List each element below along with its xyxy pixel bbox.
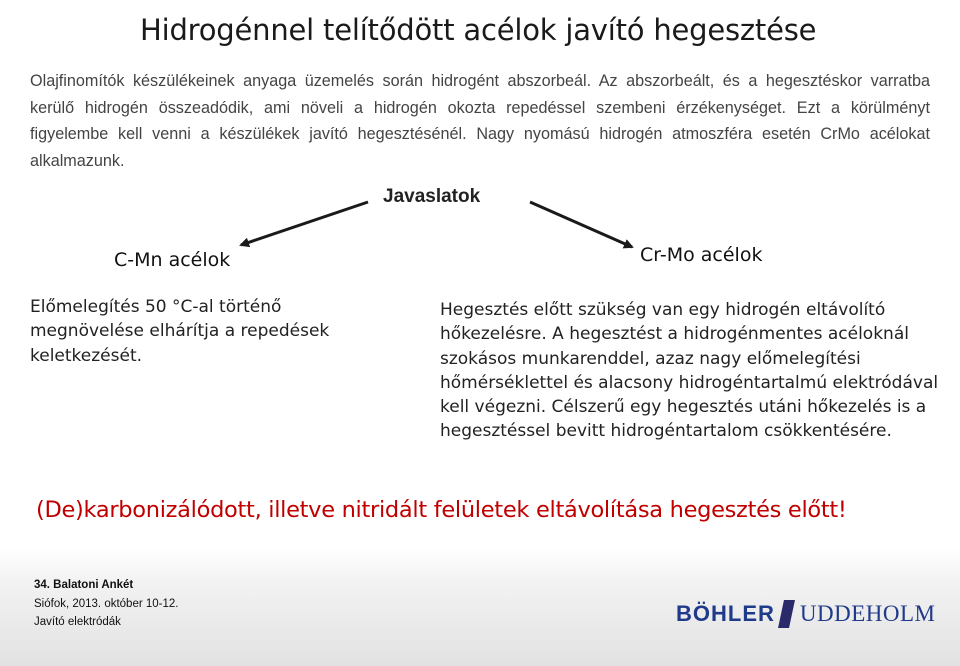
footer-place-date: Siófok, 2013. október 10-12. [34,597,179,610]
logo-uddeholm-text: UDDEHOLM [799,601,936,626]
cmn-text: Előmelegítés 50 °C-al történő megnövelése elhárítja a repedések keletkezését. [30,297,330,366]
bohler-uddeholm-logo [676,596,936,632]
intro-paragraph: Olajfinomítók készülékeinek anyaga üzemelés során hidrogént abszorbeál. Az abszorbeált, és a hegesztéskor varratba kerülő hidrogén összeadódik, ami növeli a hidrogén okozta repedéssel szembeni érzékenységet. Ezt a körülményt figyelembe kell venni a készülékek javító hegesztésénél. Nagy nyomású hidrogén atmoszféra esetén CrMo acélokat alkalmazunk. [30,72,930,171]
footer-event: 34. Balatoni Ankét [34,579,134,591]
arrow-right [530,202,632,247]
crmo-heading: Cr-Mo acélok [640,244,763,266]
crmo-text: Hegesztés előtt szükség van egy hidrogén eltávolító hőkezelésre. A hegesztést a hidrogénmentes acéloknál szokásos munkarenddel, azaz nagy előmelegítési hőmérséklettel és alacsony hidrogéntartalmú elektródával kell végezni. Célszerű egy hegesztés utáni hőkezelés is a hegesztéssel bevitt hidrogéntartalom csökkentésére. [440,300,939,442]
slide-title: Hidrogénnel telítődött acélok javító hegesztése [140,13,817,47]
footer-info [34,576,179,632]
logo-bohler-text: BÖHLER [676,601,775,626]
recommendations-label: Javaslatok [383,186,481,207]
arrow-left [241,202,368,245]
cmn-heading: C-Mn acélok [114,249,231,271]
footer-subtitle: Javító elektródák [34,616,121,628]
warning-line: (De)karbonizálódott, illetve nitridált felületek eltávolítása hegesztés előtt! [36,497,847,523]
logo-bar-icon [778,600,795,628]
